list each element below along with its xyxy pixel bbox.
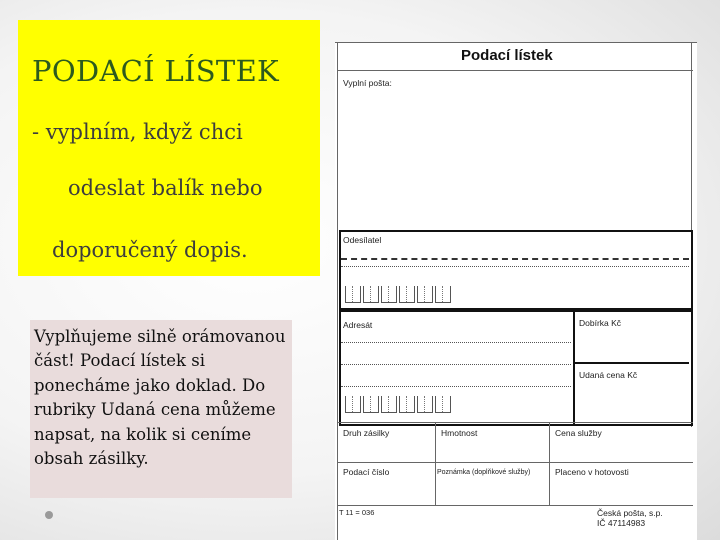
sender-line-1 [341, 258, 689, 260]
form-left-line [337, 42, 338, 540]
addressee-line-1 [341, 342, 571, 343]
addressee-divider [573, 312, 575, 424]
grid-bottom-line [337, 505, 693, 506]
label-udana-cena: Udaná cena Kč [579, 370, 638, 380]
bullet-dot [45, 511, 53, 519]
slide-line-1: - vyplním, když chci [32, 120, 243, 144]
slide-line-2: odeslat balík nebo [68, 176, 263, 200]
slide-line-3: doporučený dopis. [52, 238, 248, 262]
label-cena-sluzby: Cena služby [555, 428, 602, 438]
addressee-line-2 [341, 364, 571, 365]
label-druh-zasilky: Druh zásilky [343, 428, 390, 438]
note-text: Vyplňujeme silně orámovanou část! Podací lístek si ponecháme jako doklad. Do rubriky Udaná cena můžeme napsat, na kolik si ceníme obsah zásilky. [34, 327, 286, 469]
dobirka-divider [575, 362, 689, 364]
label-hmotnost: Hmotnost [441, 428, 478, 438]
form-title: Podací lístek [461, 47, 553, 64]
grid-top-line [337, 422, 693, 423]
company-name: Česká pošta, s.p. [597, 508, 663, 518]
label-dobirka: Dobírka Kč [579, 318, 622, 328]
sender-line-2 [341, 266, 689, 267]
label-podaci-cislo: Podací číslo [343, 467, 390, 477]
form-code: T 11 = 036 [339, 508, 375, 517]
slide-heading: PODACÍ LÍSTEK [32, 54, 280, 88]
grid-col-2 [549, 422, 550, 506]
label-vyplni-posta: Vyplní pošta: [343, 78, 392, 88]
title-divider [337, 70, 693, 71]
label-odesilatel: Odesílatel [343, 235, 382, 245]
form-top-line [335, 42, 697, 43]
note-box [30, 320, 292, 498]
addressee-line-3 [341, 386, 571, 387]
podaci-listek-form [335, 42, 697, 540]
label-placeno: Placeno v hotovosti [555, 467, 629, 477]
label-poznamka: Poznámka (doplňkové služby) [437, 469, 531, 476]
title-box [18, 20, 320, 276]
label-adresat: Adresát [343, 320, 373, 330]
grid-col-1 [435, 422, 436, 506]
grid-mid-line [337, 462, 693, 463]
company-ico: IČ 47114983 [597, 518, 646, 528]
